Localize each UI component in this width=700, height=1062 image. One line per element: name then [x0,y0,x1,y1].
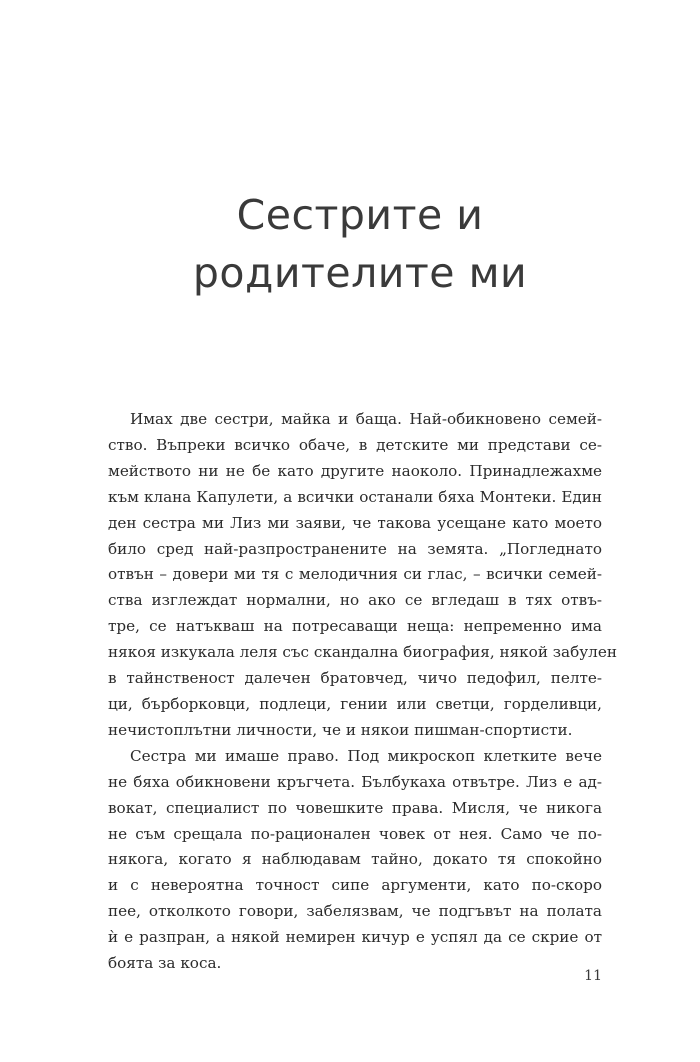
chapter-title-line-2: родителите ми [192,249,528,297]
text-line: тре, се натъкваш на потресаващи неща: непременно има [108,617,602,636]
text-line: в тайнственост далечен братовчед, чичо педофил, пелте- [108,669,602,688]
chapter-body [108,407,617,977]
text-line: някога, когато я наблюдавам тайно, докато тя спокойно [108,850,602,869]
page-number: 11 [584,968,602,984]
text-line: към клана Капулети, а всички останали бяха Монтеки. Един [108,487,602,506]
text-line: било сред най-разпространените на земята. „Погледнато [108,539,602,558]
paragraph-1 [108,407,617,744]
text-line: вокат, специалист по човешките права. Мисля, че никога [108,798,602,817]
chapter-title [100,186,620,302]
text-line: и с невероятна точност сипе аргументи, като по-скоро [108,876,602,895]
text-line: нечистоплътни личности, че и някои пишман-спортисти. [108,720,573,739]
text-line: пее, отколкото говори, забелязвам, че подгъвът на полата [108,902,602,921]
text-line: някоя изкукала леля със скандална биография, някой забулен [108,643,617,662]
text-line: ден сестра ми Лиз ми заяви, че такова усещане като моето [108,513,602,532]
text-line: ѝ е разпран, а някой немирен кичур е успял да се скрие от [108,928,602,947]
text-line: не съм срещала по-рационален човек от нея. Само че по- [108,824,602,843]
text-line: боята за коса. [108,954,222,973]
text-line: ци, бърборковци, подлеци, гении или светци, горделивци, [108,694,602,713]
text-line: мейството ни не бе като другите наоколо. Принадлежахме [108,461,602,480]
chapter-title-line-1: Сестрите и [236,191,484,239]
text-line: ство. Въпреки всичко обаче, в детските ми представи се- [108,435,602,454]
text-line: Сестра ми имаше право. Под микроскоп клетките вече [130,746,602,765]
text-line: не бяха обикновени кръгчета. Бълбукаха отвътре. Лиз е ад- [108,772,602,791]
text-line: отвън – довери ми тя с мелодичния си глас, – всички семей- [108,565,602,584]
text-line: Имах две сестри, майка и баща. Най-обикновено семей- [130,410,602,428]
text-line: ства изглеждат нормални, но ако се вгледаш в тях отвъ- [108,591,602,610]
paragraph-2 [108,744,602,977]
